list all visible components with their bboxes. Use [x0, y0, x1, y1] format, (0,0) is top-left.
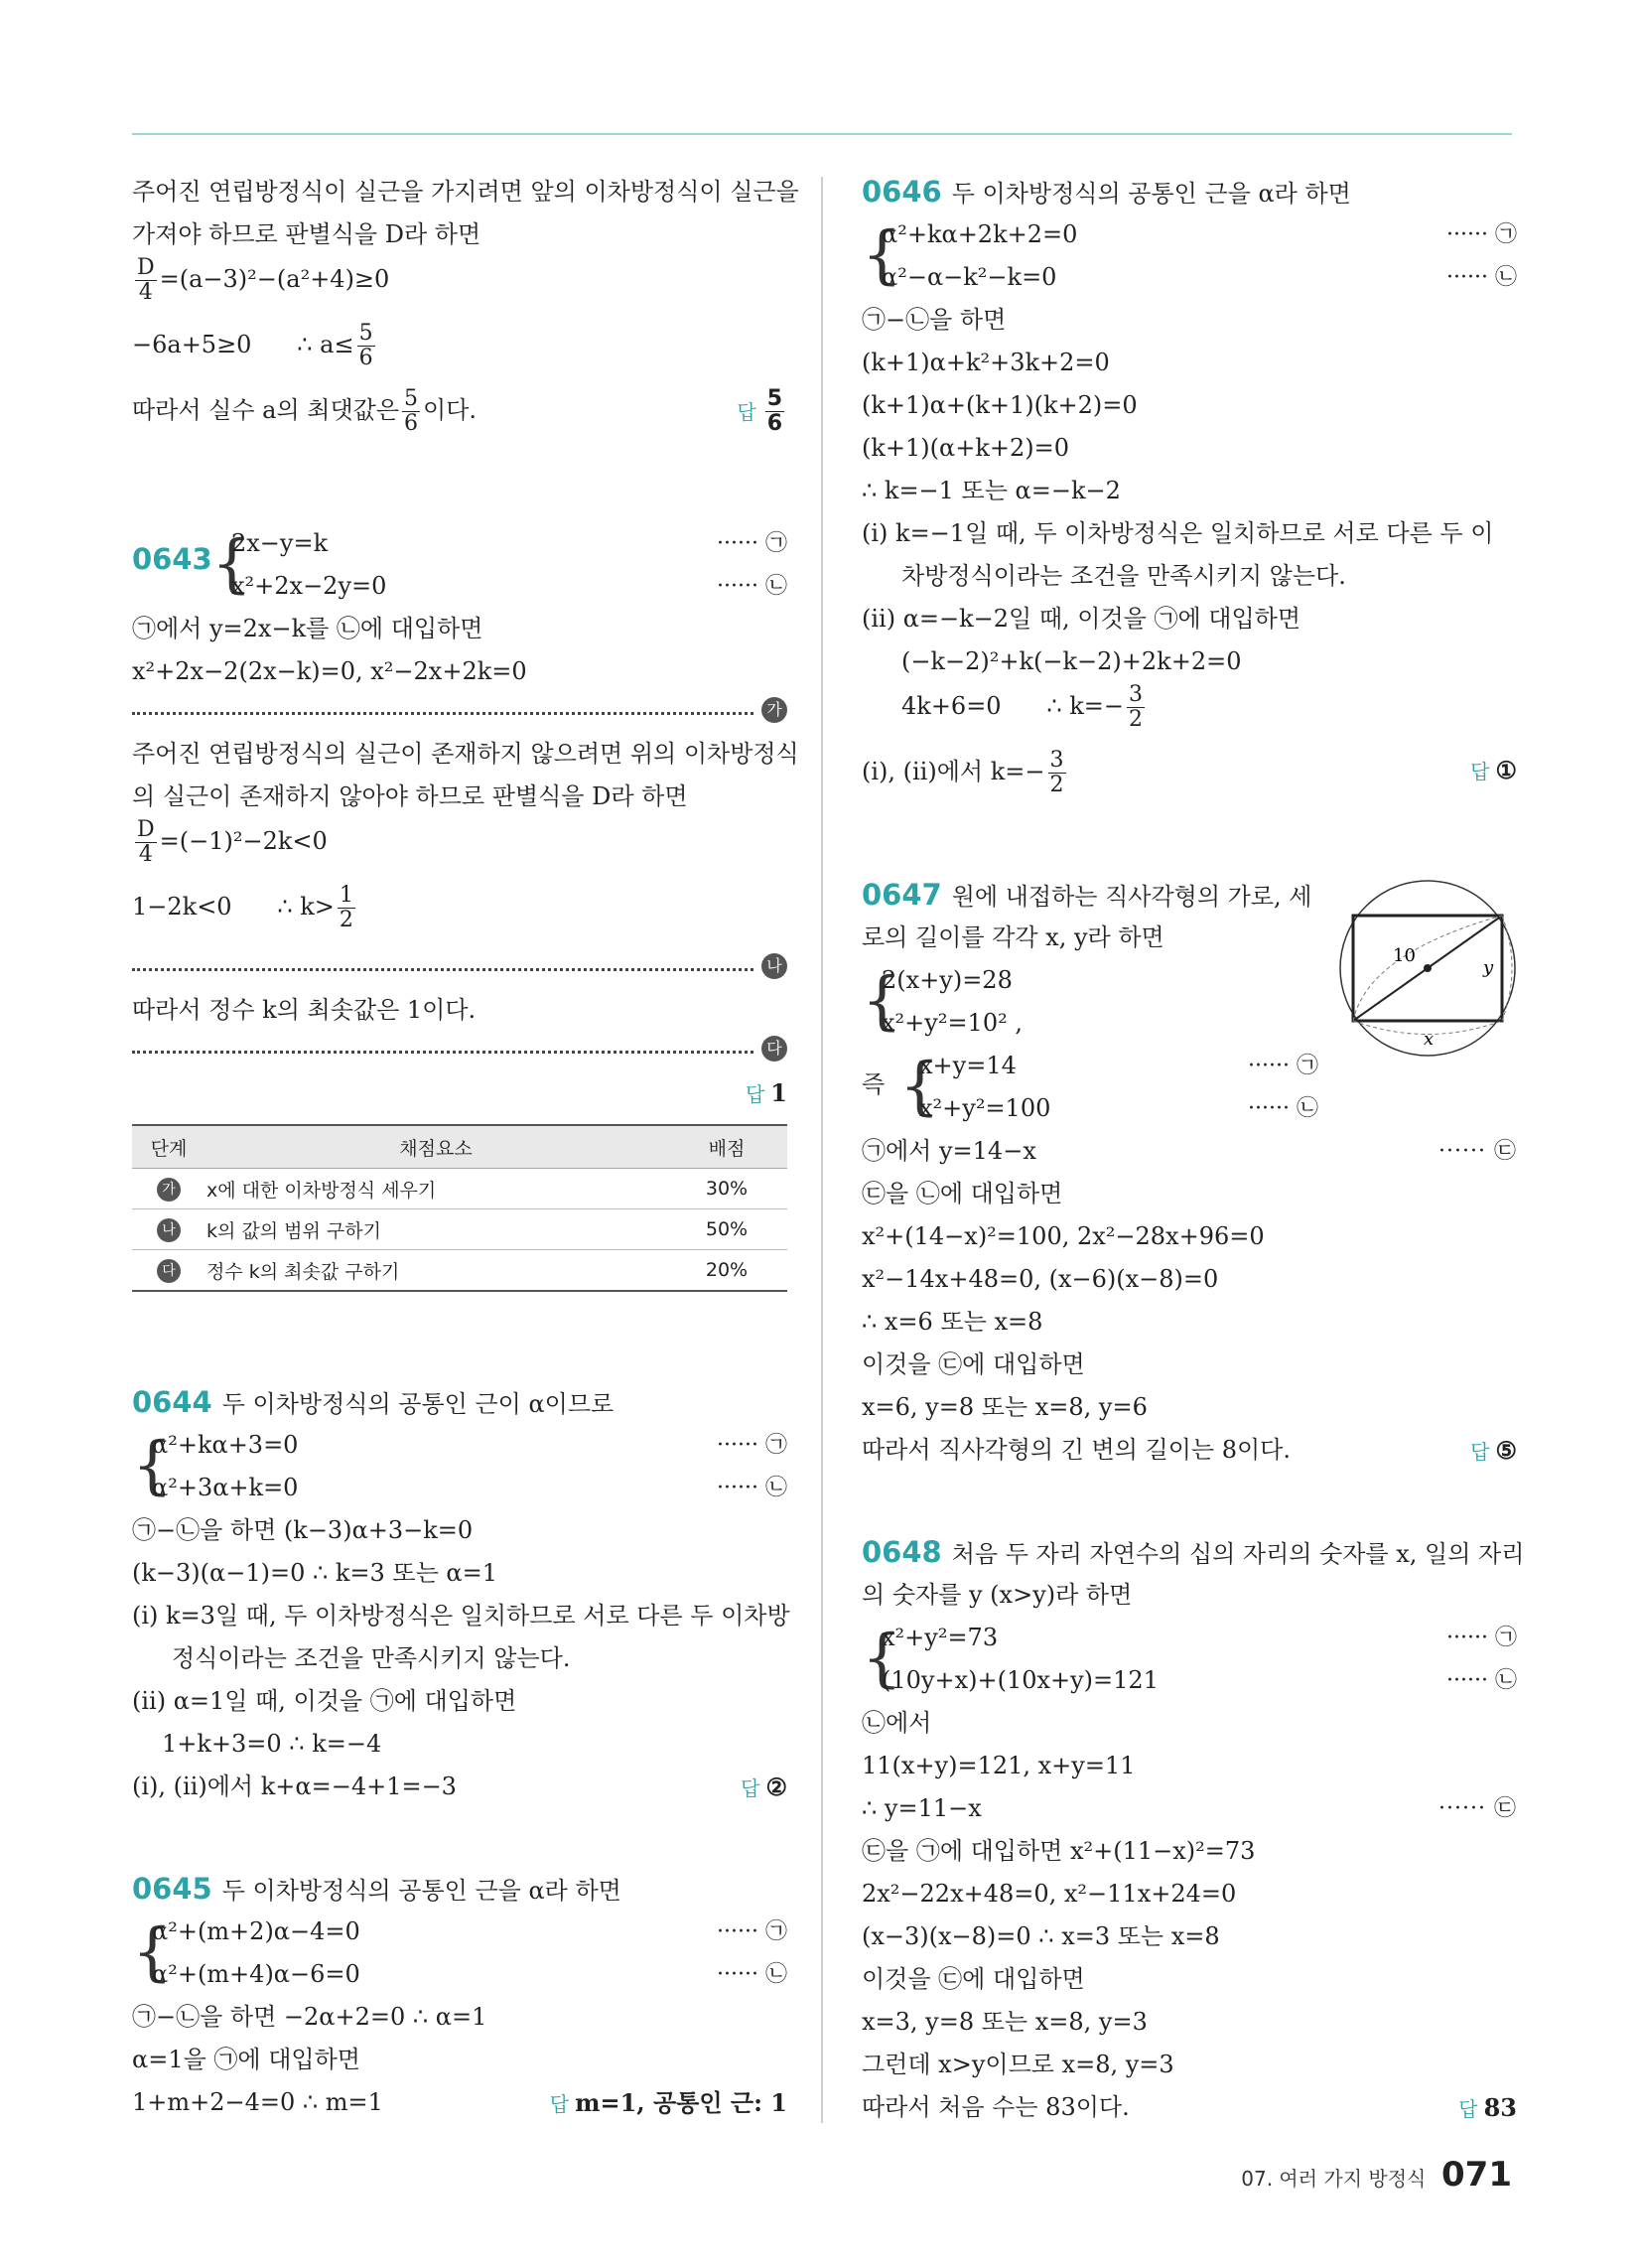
- text-line: ㉠에서 y=2x−k를 ㉡에 대입하면: [132, 615, 483, 642]
- text-line: 그런데 x>y이므로 x=8, y=3: [862, 2051, 1174, 2078]
- label-x: x: [1424, 1029, 1435, 1050]
- text-line: 가져야 하므로 판별식을 D라 하면: [132, 220, 481, 248]
- column-divider: [821, 177, 823, 2123]
- text-line: 1+m+2−4=0 ∴ m=1 답 m=1, 공통인 근: 1: [132, 2081, 787, 2124]
- text-line: 의 숫자를 y (x>y)라 하면: [862, 1581, 1133, 1609]
- text-line: 11(x+y)=121, x+y=11: [862, 1752, 1136, 1779]
- text-line: ㉡에서: [862, 1709, 932, 1737]
- text-line: 의 실근이 존재하지 않아야 하므로 판별식을 D라 하면: [132, 782, 688, 810]
- text-line: ㉠−㉡을 하면 (k−3)α+3−k=0: [132, 1516, 474, 1544]
- text-line: (ⅱ) α=−k−2일 때, 이것을 ㉠에 대입하면: [862, 605, 1301, 633]
- text-line: 로의 길이를 각각 x, y라 하면: [862, 923, 1164, 951]
- text-line: (ⅰ) k=−1일 때, 두 이차방정식은 일치하므로 서로 다른 두 이: [862, 519, 1494, 547]
- inequality-line: 1−2k<0 ∴ k> $\frac{1}{2}$: [132, 883, 353, 933]
- text-line: x²+2x−2(2x−k)=0, x²−2x+2k=0: [132, 657, 527, 685]
- right-column: [862, 171, 1525, 2129]
- step-divider: 나: [132, 949, 787, 989]
- text-line: ∴ x=6 또는 x=8: [862, 1308, 1043, 1336]
- scoring-table: 단계 채점요소 배점 가 x에 대한 이차방정식 세우기 30% 나 k의 값의 범위 구하기 50% 다 정수 k의 최솟값 구하기 20%: [132, 1124, 787, 1292]
- step-divider: 가: [132, 693, 787, 733]
- text-line: ㉠−㉡을 하면 −2α+2=0 ∴ α=1: [132, 2003, 487, 2031]
- text-line: (ⅱ) α=1일 때, 이것을 ㉠에 대입하면: [132, 1687, 517, 1715]
- equation-system: { α²+kα+2k+2=0 ······ ㉠ α²−α−k²−k=0 ······ ㉡: [862, 218, 1517, 292]
- equation-system: { x²+y²=73 ······ ㉠ (10y+x)+(10x+y)=121 ······ ㉡: [862, 1622, 1517, 1695]
- text-line: 정식이라는 조건을 만족시키지 않는다.: [172, 1644, 571, 1672]
- answer: 답 m=1, 공통인 근: 1: [549, 2088, 787, 2117]
- text-line: 이것을 ㉢에 대입하면: [862, 1350, 1085, 1378]
- discriminant-line: $\frac{D}{4}$ =(a−3)²−(a²+4)≥0: [137, 255, 390, 306]
- answer: 답 ⑤: [1470, 1436, 1517, 1465]
- left-column: [132, 171, 799, 2124]
- text-line: (k+1)α+k²+3k+2=0: [862, 349, 1110, 376]
- label-10: 10: [1393, 945, 1416, 966]
- table-row: 가 x에 대한 이차방정식 세우기 30%: [132, 1169, 787, 1209]
- text-line: ∴ k=−1 또는 α=−k−2: [862, 477, 1121, 504]
- equation-system: { α²+(m+2)α−4=0 ······ ㉠ α²+(m+4)α−6=0 ······ ㉡: [132, 1915, 787, 1989]
- answer: 답 ①: [1470, 756, 1517, 784]
- problem-0648-title: 0648 처음 두 자리 자연수의 십의 자리의 숫자를 x, 일의 자리: [862, 1535, 1525, 1569]
- text-line: (x−3)(x−8)=0 ∴ x=3 또는 x=8: [862, 1922, 1220, 1950]
- problem-0644-title: 0644 두 이차방정식의 공통인 근이 α이므로: [132, 1385, 615, 1419]
- text-line: (k+1)(α+k+2)=0: [862, 434, 1069, 462]
- text-line: x=3, y=8 또는 x=8, y=3: [862, 2008, 1148, 2036]
- text-line: (k−3)(α−1)=0 ∴ k=3 또는 α=1: [132, 1559, 498, 1587]
- answer: 답 ②: [741, 1772, 787, 1801]
- answer: 답 83: [1458, 2093, 1517, 2122]
- conclusion-line: 따라서 실수 a의 최댓값은 $\frac{5}{6}$ 이다. 답 $\frac{5}{6}$: [132, 387, 787, 453]
- problem-0647: [862, 874, 1517, 1472]
- problem-0645-title: 0645 두 이차방정식의 공통인 근을 α라 하면: [132, 1872, 621, 1906]
- text-line: ㉢을 ㉡에 대입하면: [862, 1180, 1063, 1207]
- text-line: (−k−2)²+k(−k−2)+2k+2=0: [901, 647, 1242, 675]
- text-line: ∴ y=11−x ······ ㉢: [862, 1794, 1517, 1822]
- inequality-line: −6a+5≥0 ∴ a≤ $\frac{5}{6}$: [132, 321, 373, 371]
- text-line: 따라서 정수 k의 최솟값은 1이다.: [132, 996, 477, 1024]
- text-line: x²−14x+48=0, (x−6)(x−8)=0: [862, 1265, 1219, 1293]
- equation-system: 즉 { x+y=14 ······ ㉠ x²+y²=100 ······ ㉡: [862, 1050, 1318, 1123]
- page-footer: [1241, 2155, 1512, 2195]
- text-line: 2x²−22x+48=0, x²−11x+24=0: [862, 1880, 1237, 1908]
- text-line: (ⅰ), (ⅱ)에서 k=− $\frac{3}{2}$ 답 ①: [862, 748, 1517, 798]
- equation-system: { α²+kα+3=0 ······ ㉠ α²+3α+k=0 ······ ㉡: [132, 1429, 787, 1502]
- problem-0647-title: 0647 원에 내접하는 직사각형의 가로, 세: [862, 878, 1312, 912]
- label-y: y: [1483, 957, 1494, 978]
- text-line: (ⅰ), (ⅱ)에서 k+α=−4+1=−3 답 ②: [132, 1766, 787, 1808]
- text-line: ㉠−㉡을 하면: [862, 306, 1007, 334]
- problem-number: 0643: [132, 542, 212, 576]
- answer: 답 $\frac{5}{6}$: [737, 386, 782, 437]
- problem-0643-system: 0643 { 2x−y=k ······ ㉠ x²+2x−2y=0 ······ ㉡: [132, 527, 787, 601]
- text-line: (ⅰ) k=3일 때, 두 이차방정식은 일치하므로 서로 다른 두 이차방: [132, 1602, 790, 1630]
- page-number: 071: [1441, 2155, 1512, 2195]
- answer: 답 1: [745, 1078, 787, 1107]
- text-line: x=6, y=8 또는 x=8, y=6: [862, 1393, 1148, 1421]
- equation-system: { 2(x+y)=28 x²+y²=10² ,: [862, 964, 1023, 1038]
- text-line: 따라서 직사각형의 긴 변의 길이는 8이다. 답 ⑤: [862, 1429, 1517, 1472]
- problem-0646-title: 0646 두 이차방정식의 공통인 근을 α라 하면: [862, 175, 1351, 209]
- step-divider: 다: [132, 1032, 787, 1071]
- text-line: 4k+6=0 ∴ k=− $\frac{3}{2}$: [901, 682, 1144, 733]
- answer-line: [132, 1071, 787, 1114]
- text-line: 이것을 ㉢에 대입하면: [862, 1965, 1085, 1993]
- text-line: (k+1)α+(k+1)(k+2)=0: [862, 391, 1138, 419]
- discriminant-line: $\frac{D}{4}$ =(−1)²−2k<0: [137, 817, 328, 868]
- text-line: ㉢을 ㉠에 대입하면 x²+(11−x)²=73: [862, 1837, 1256, 1865]
- table-row: 다 정수 k의 최솟값 구하기 20%: [132, 1250, 787, 1292]
- table-row: 나 k의 값의 범위 구하기 50%: [132, 1209, 787, 1250]
- text-line: 차방정식이라는 조건을 만족시키지 않는다.: [901, 562, 1346, 590]
- text-line: 주어진 연립방정식의 실근이 존재하지 않으려면 위의 이차방정식: [132, 740, 799, 768]
- top-rule: [132, 133, 1512, 135]
- chapter-title: 07. 여러 가지 방정식: [1241, 2167, 1427, 2191]
- text-line: ㉠에서 y=14−x ······ ㉢: [862, 1137, 1517, 1165]
- text-line: 따라서 처음 수는 83이다. 답 83: [862, 2086, 1517, 2129]
- text-line: x²+(14−x)²=100, 2x²−28x+96=0: [862, 1222, 1265, 1250]
- text-line: 주어진 연립방정식이 실근을 가지려면 앞의 이차방정식이 실근을: [132, 178, 799, 206]
- text-line: 1+k+3=0 ∴ k=−4: [162, 1730, 382, 1758]
- text-line: α=1을 ㉠에 대입하면: [132, 2046, 360, 2073]
